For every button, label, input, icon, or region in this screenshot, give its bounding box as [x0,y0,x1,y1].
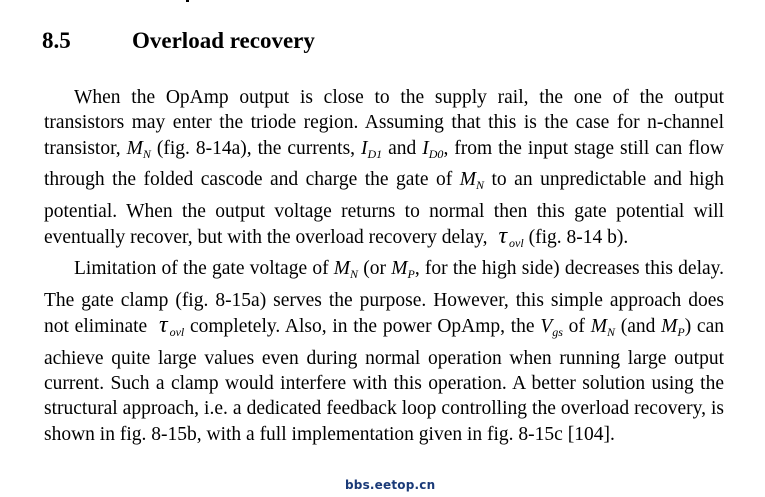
paragraph-2 [44,256,724,447]
symbol-mn-sub: N [350,267,359,282]
watermark: bbs.eetop.cn [345,478,436,492]
section-heading [42,28,315,54]
symbol-tau: τ [498,223,508,250]
symbol-id0-sub: D0 [428,146,444,161]
symbol-tau: τ [158,312,168,339]
p1-text-3: and [382,137,423,159]
p2-text-1: Limitation of the gate voltage of [74,258,334,280]
p2-text-4: completely. Also, in the power OpAmp, the [184,316,541,338]
p1-text-1: When the OpAmp output is close to the supply rail, the one of the output transistors may enter the triode region. Assuming that this is the case for n-channel transistor, [44,87,724,159]
symbol-mn-2-sub: N [476,178,485,193]
section-number: 8.5 [42,28,71,53]
p2-text-3: , for the high side) decreases this delay. The gate clamp (fig. 8-15a) serves the purpose. However, this simple approach does not eliminate [44,258,724,338]
symbol-id0: I [422,137,429,159]
p1-text-4: , from the input stage still can flow through the folded cascode and charge the gate of [44,137,724,191]
body-text [44,85,724,447]
p1-text-5: to an unpredictable and high potential. When the output voltage returns to normal then this gate potential will eventually recover, but with the overload recovery delay, [44,169,724,249]
symbol-mn-2: M [459,169,476,191]
p2-text-2: (or [358,258,392,280]
p2-text-6: (and [614,316,662,338]
symbol-mp-sub: P [407,267,415,282]
p2-text-7: ) can achieve quite large values even during normal operation when running large output current. Such a clamp would interfere with this operation. A better solution using the structural approach, i.e. a dedicated feedback loop controlling the overload recovery, is shown in fig. 8-15b, with a full implementation given in fig. 8-15c [104]. [44,316,724,445]
symbol-mn-2-sub: N [606,325,615,340]
symbol-mp-2: M [661,316,678,338]
symbol-tau-sub: ovl [509,236,524,251]
top-edge-mark [186,0,189,2]
symbol-mn-sub: N [142,146,151,161]
symbol-vgs-sub: gs [552,325,563,340]
symbol-vgs: V [540,316,553,338]
p1-text-6: (fig. 8-14 b). [523,227,629,249]
symbol-mp: M [391,258,408,280]
symbol-mn-2: M [590,316,607,338]
p2-text-5: of [562,316,591,338]
symbol-mn: M [333,258,351,280]
section-title: Overload recovery [132,28,315,53]
symbol-id1-sub: D1 [367,146,383,161]
symbol-tau-sub: ovl [169,325,185,340]
paragraph-1 [44,85,724,256]
symbol-id1: I [361,137,368,159]
symbol-mp-2-sub: P [677,325,685,340]
symbol-mn: M [126,137,143,159]
p1-text-2: (fig. 8-14a), the currents, [150,137,362,159]
